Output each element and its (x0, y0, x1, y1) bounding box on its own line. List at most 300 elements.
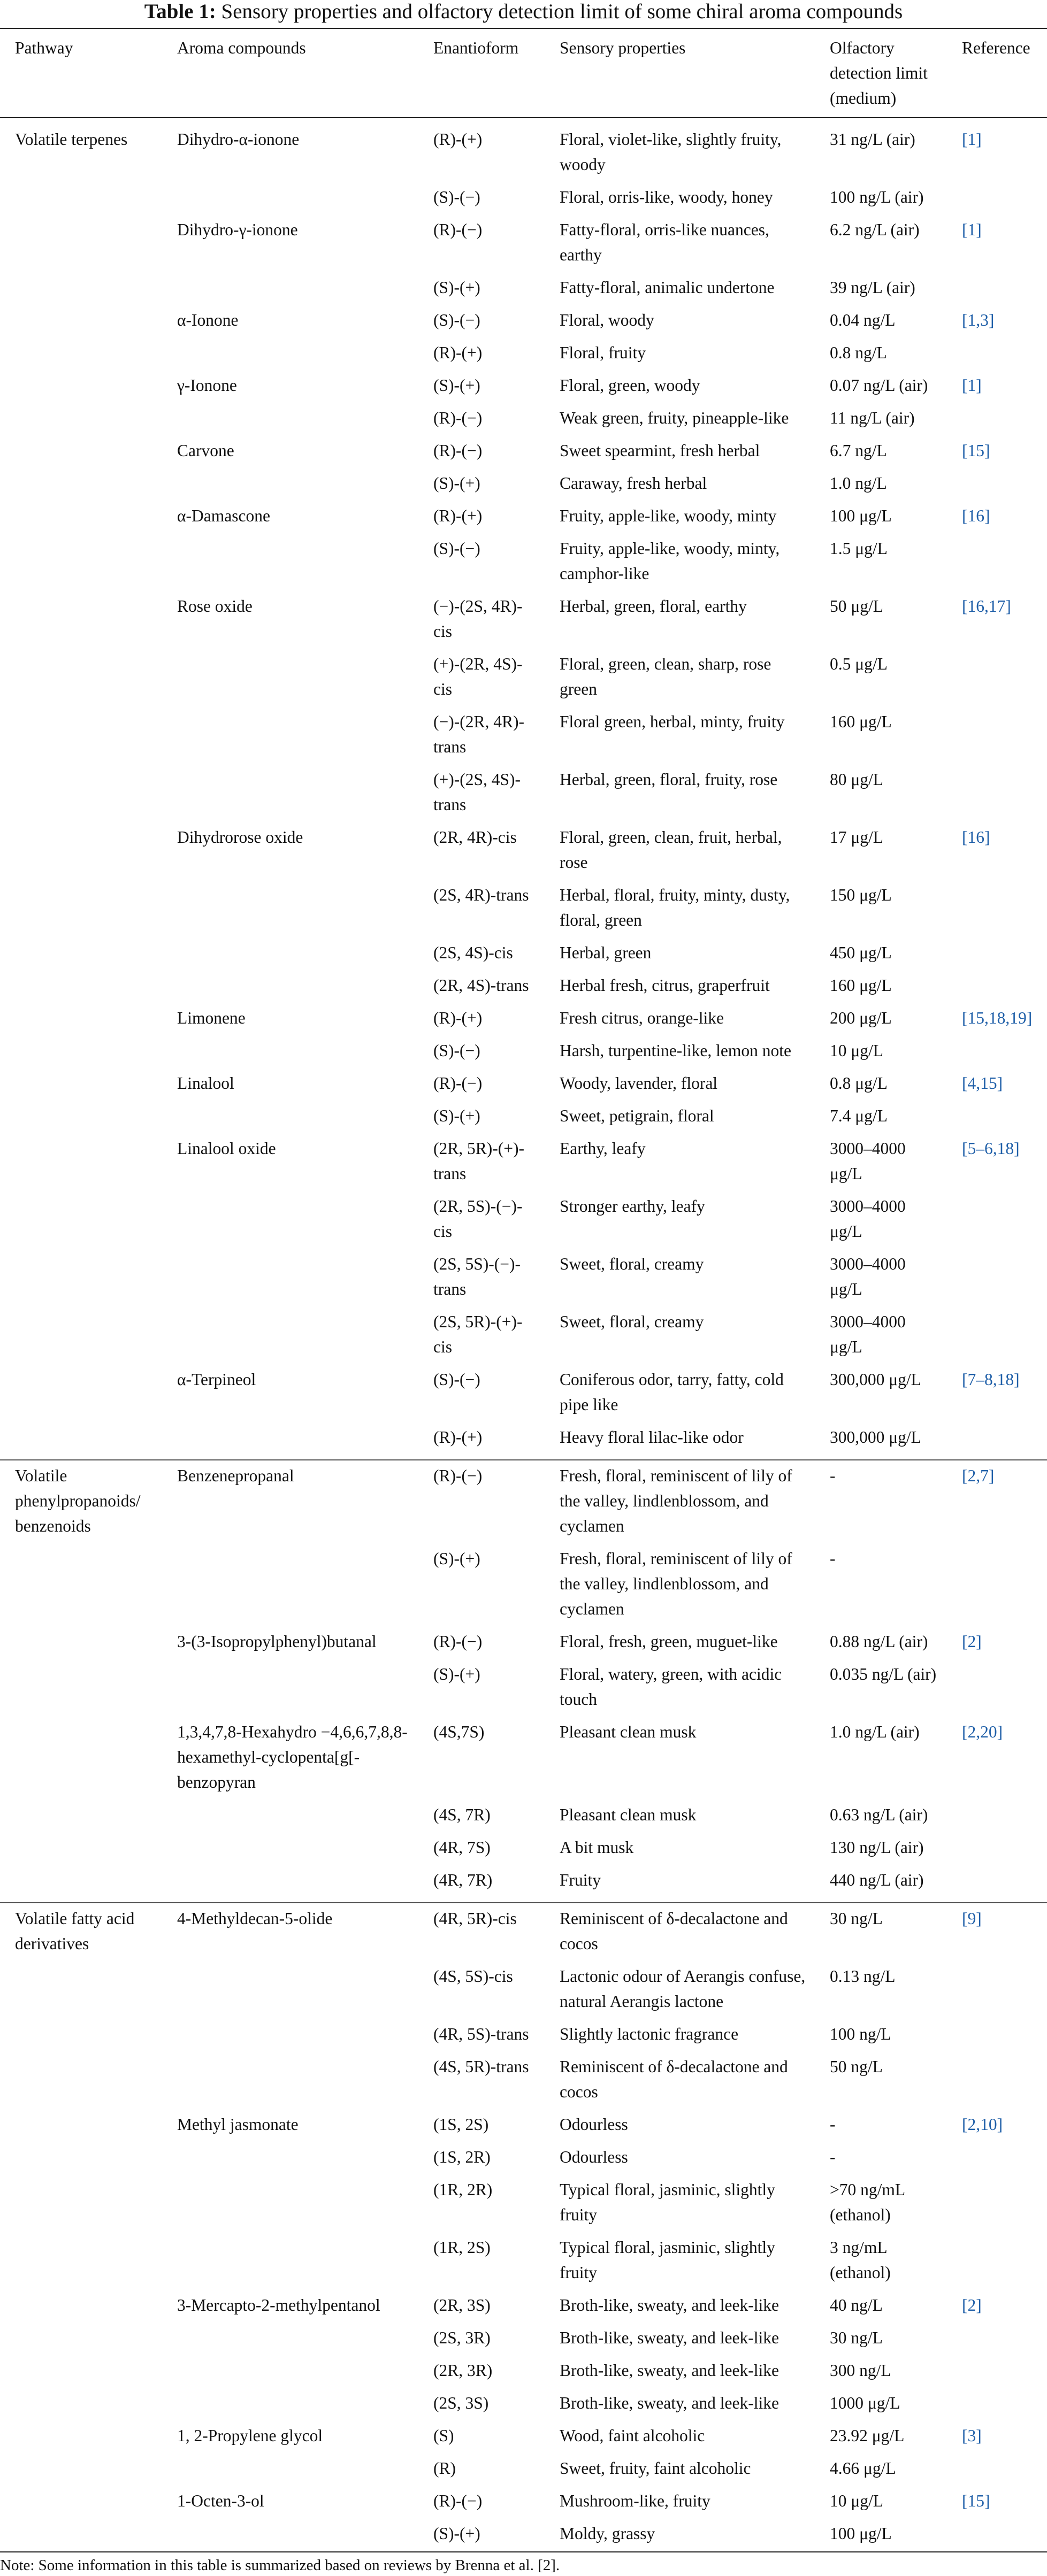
cell-pathway (0, 2355, 162, 2388)
cell-reference[interactable]: [1] (962, 130, 982, 149)
cell-compound (162, 1800, 418, 1832)
table-row (0, 118, 1047, 182)
cell-enantioform: (1R, 2S) (433, 2238, 491, 2257)
cell-pathway (0, 2486, 162, 2518)
cell-pathway (0, 2174, 162, 2232)
cell-compound (162, 970, 418, 1003)
cell-sensory: Broth-like, sweaty, and leek-like (560, 2394, 779, 2412)
header-limit: Olfactory detection limit (medium) (815, 28, 947, 118)
cell-compound (162, 1543, 418, 1626)
cell-reference (947, 1800, 1047, 1832)
cell-pathway (0, 2019, 162, 2051)
cell-compound: Rose oxide (177, 597, 253, 616)
cell-pathway (0, 2109, 162, 2142)
cell-reference (947, 2518, 1047, 2552)
cell-compound (162, 706, 418, 764)
table-row (0, 533, 1047, 591)
aroma-table (0, 28, 1047, 2552)
cell-enantioform: (2R, 5S)-(−)-cis (433, 1197, 523, 1241)
cell-pathway (0, 822, 162, 880)
table-row (0, 1543, 1047, 1626)
cell-sensory: Floral, green, woody (560, 376, 700, 395)
cell-compound (162, 1035, 418, 1068)
cell-sensory: Stronger earthy, leafy (560, 1197, 705, 1216)
cell-reference (947, 2323, 1047, 2355)
header-compound: Aroma compounds (162, 28, 418, 118)
cell-pathway (0, 970, 162, 1003)
table-row (0, 880, 1047, 937)
cell-sensory: Moldy, grassy (545, 2518, 815, 2552)
cell-detection-limit: 440 ng/L (air) (815, 1865, 947, 1903)
header-reference: Reference (947, 28, 1047, 118)
cell-enantioform: (R)-(+) (433, 1009, 483, 1027)
cell-reference (947, 970, 1047, 1003)
header-row (0, 28, 1047, 118)
cell-sensory: Sweet spearmint, fresh herbal (560, 441, 760, 460)
cell-pathway (0, 1626, 162, 1659)
cell-compound: 1,3,4,7,8-Hexahydro −4,6,6,7,8,8-hexamethyl-cyclopenta[g[-benzopyran (177, 1723, 408, 1791)
cell-enantioform: (R)-(−) (433, 1632, 483, 1651)
cell-enantioform: (4S, 5R)-trans (433, 2057, 529, 2076)
cell-reference (947, 1035, 1047, 1068)
cell-sensory: Floral green, herbal, minty, fruity (560, 712, 785, 731)
cell-detection-limit: 450 μg/L (830, 943, 892, 962)
cell-detection-limit: 30 ng/L (830, 1909, 883, 1928)
table-row (0, 337, 1047, 370)
table-row (0, 1659, 1047, 1717)
cell-sensory: Fresh, floral, reminiscent of lily of the valley, lindlenblossom, and cyclamen (560, 1549, 792, 1618)
cell-detection-limit: 300 ng/L (830, 2361, 891, 2380)
table-row (0, 182, 1047, 214)
cell-reference (947, 764, 1047, 822)
cell-reference[interactable]: [2,7] (962, 1466, 995, 1485)
cell-compound: 3-Mercapto-2-methylpentanol (177, 2296, 380, 2314)
cell-compound (162, 533, 418, 591)
cell-detection-limit: 3000–4000 μg/L (830, 1139, 906, 1183)
table-row (0, 1800, 1047, 1832)
cell-sensory: Sweet, floral, creamy (560, 1255, 704, 1273)
cell-compound: α-Terpineol (177, 1370, 256, 1389)
table-row (0, 2290, 1047, 2323)
cell-enantioform: (1R, 2R) (433, 2180, 493, 2199)
cell-pathway (0, 182, 162, 214)
cell-enantioform: (S)-(+) (433, 1106, 480, 1125)
table-row (0, 1364, 1047, 1422)
cell-pathway (0, 370, 162, 403)
table-row (0, 370, 1047, 403)
cell-compound: 3-(3-Isopropylphenyl)butanal (177, 1632, 377, 1651)
table-row (0, 1961, 1047, 2019)
cell-detection-limit: 1.0 ng/L (air) (830, 1723, 920, 1741)
cell-detection-limit: - (830, 1466, 836, 1485)
cell-compound (162, 1191, 418, 1249)
cell-sensory: Broth-like, sweaty, and leek-like (560, 2296, 779, 2314)
cell-pathway (0, 880, 162, 937)
cell-detection-limit: 6.7 ng/L (830, 441, 887, 460)
cell-detection-limit: 0.5 μg/L (830, 655, 888, 673)
cell-reference (947, 937, 1047, 970)
cell-sensory: Fruity, apple-like, woody, minty, camphor-like (560, 539, 780, 583)
cell-detection-limit: 160 μg/L (830, 712, 892, 731)
table-row (0, 272, 1047, 305)
cell-reference[interactable]: [16,17] (962, 597, 1011, 616)
cell-sensory: Lactonic odour of Aerangis confuse, natural Aerangis lactone (560, 1967, 806, 2011)
header-sensory: Sensory properties (545, 28, 815, 118)
cell-compound (162, 2518, 418, 2552)
cell-sensory: Fruity, apple-like, woody, minty (560, 506, 777, 525)
table-row (0, 2051, 1047, 2109)
cell-enantioform: (4R, 5R)-cis (433, 1909, 517, 1928)
cell-compound (162, 880, 418, 937)
cell-pathway (0, 1101, 162, 1133)
cell-pathway (0, 435, 162, 468)
cell-enantioform: (S)-(−) (433, 311, 480, 329)
cell-compound: Dihydrorose oxide (177, 828, 303, 847)
cell-enantioform: (R)-(−) (433, 1466, 483, 1485)
cell-reference[interactable]: [2] (962, 1632, 982, 1651)
cell-sensory: Earthy, leafy (560, 1139, 646, 1158)
cell-reference[interactable]: [7–8,18] (962, 1370, 1020, 1389)
caption-text: Sensory properties and olfactory detection limit of some chiral aroma compounds (216, 0, 903, 23)
table-row (0, 435, 1047, 468)
cell-reference[interactable]: [1] (962, 376, 982, 395)
cell-enantioform: (S)-(+) (433, 474, 480, 493)
cell-reference[interactable]: [15] (962, 441, 990, 460)
cell-compound: 4-Methyldecan-5-olide (177, 1909, 333, 1928)
cell-pathway: Volatile phenylpropanoids/ benzenoids (15, 1466, 141, 1535)
cell-pathway (0, 591, 162, 649)
cell-detection-limit: 100 μg/L (815, 2518, 947, 2552)
table-row (0, 1832, 1047, 1865)
cell-pathway (0, 337, 162, 370)
cell-detection-limit: 1.5 μg/L (830, 539, 888, 558)
cell-pathway (0, 533, 162, 591)
cell-compound: Limonene (177, 1009, 246, 1027)
table-row (0, 937, 1047, 970)
table-row (0, 1460, 1047, 1543)
cell-detection-limit: 150 μg/L (830, 886, 892, 904)
cell-detection-limit: 100 ng/L (830, 2025, 891, 2043)
cell-compound (162, 403, 418, 435)
cell-detection-limit: 4.66 μg/L (830, 2459, 896, 2478)
table-row (0, 1101, 1047, 1133)
cell-reference (947, 1961, 1047, 2019)
cell-pathway: Volatile fatty acid derivatives (15, 1909, 135, 1953)
cell-pathway (0, 2518, 162, 2552)
cell-pathway (0, 1003, 162, 1035)
cell-detection-limit: 10 μg/L (830, 1041, 884, 1060)
table-row (0, 1191, 1047, 1249)
table-caption (0, 0, 1047, 26)
cell-compound (162, 2453, 418, 2486)
cell-compound: 1-Octen-3-ol (177, 2492, 264, 2510)
table-row (0, 1717, 1047, 1800)
cell-enantioform: (R)-(+) (418, 1422, 545, 1460)
header-enantioform: Enantioform (418, 28, 545, 118)
cell-detection-limit: 80 μg/L (830, 770, 884, 789)
cell-pathway (0, 1035, 162, 1068)
cell-reference (947, 2453, 1047, 2486)
table-row (0, 2518, 1047, 2552)
cell-detection-limit: 0.8 μg/L (830, 1074, 888, 1093)
cell-reference (947, 1832, 1047, 1865)
cell-compound: Methyl jasmonate (177, 2115, 299, 2134)
table-row (0, 2109, 1047, 2142)
table-row (0, 591, 1047, 649)
cell-sensory: Mushroom-like, fruity (560, 2492, 710, 2510)
cell-pathway (0, 1364, 162, 1422)
cell-sensory: Weak green, fruity, pineapple-like (560, 409, 789, 427)
cell-compound (162, 2388, 418, 2420)
cell-pathway (0, 1422, 162, 1460)
cell-compound (162, 2142, 418, 2174)
cell-reference (947, 2174, 1047, 2232)
cell-reference (947, 1249, 1047, 1306)
cell-sensory: Fatty-floral, orris-like nuances, earthy (560, 220, 769, 264)
cell-detection-limit: >70 ng/mL (ethanol) (830, 2180, 905, 2224)
cell-enantioform: (R)-(−) (433, 1074, 483, 1093)
cell-detection-limit: 300,000 μg/L (830, 1370, 921, 1389)
table-row (0, 305, 1047, 337)
cell-reference[interactable]: [3] (962, 2426, 982, 2445)
cell-detection-limit: 3000–4000 μg/L (830, 1312, 906, 1356)
table-row (0, 2486, 1047, 2518)
table-row (0, 468, 1047, 501)
cell-reference[interactable]: [16] (962, 506, 990, 525)
cell-compound: γ-Ionone (177, 376, 237, 395)
cell-enantioform: (R)-(−) (433, 220, 483, 239)
cell-detection-limit: 0.04 ng/L (830, 311, 896, 329)
cell-sensory: Floral, watery, green, with acidic touch (560, 1665, 782, 1709)
table-row (0, 1422, 1047, 1460)
table-body (0, 118, 1047, 2552)
table-row (0, 2019, 1047, 2051)
cell-sensory: Pleasant clean musk (560, 1723, 697, 1741)
cell-detection-limit: 39 ng/L (air) (830, 278, 915, 297)
cell-compound (162, 1422, 418, 1460)
cell-enantioform: (R)-(+) (433, 343, 483, 362)
cell-enantioform: (2R, 4R)-cis (433, 828, 517, 847)
cell-reference (947, 272, 1047, 305)
cell-sensory: Floral, woody (560, 311, 654, 329)
cell-detection-limit: 6.2 ng/L (air) (830, 220, 920, 239)
cell-detection-limit: 1.0 ng/L (830, 474, 887, 493)
cell-enantioform: (S)-(−) (433, 1041, 480, 1060)
cell-pathway (0, 1865, 162, 1903)
cell-compound: α-Ionone (177, 311, 239, 329)
cell-pathway (0, 501, 162, 533)
cell-enantioform: (2S, 4S)-cis (433, 943, 513, 962)
cell-pathway: Volatile terpenes (15, 130, 128, 149)
cell-enantioform: (4S, 7R) (433, 1805, 491, 1824)
cell-enantioform: (R) (433, 2459, 456, 2478)
cell-pathway (0, 2232, 162, 2290)
cell-detection-limit: 130 ng/L (air) (830, 1838, 924, 1857)
cell-reference[interactable]: [15] (962, 2492, 990, 2510)
caption-label: Table 1: (144, 0, 216, 23)
cell-sensory: Herbal, green, floral, earthy (560, 597, 747, 616)
table-row (0, 1626, 1047, 1659)
cell-sensory: Herbal, floral, fruity, minty, dusty, floral, green (560, 886, 790, 929)
cell-compound (162, 1306, 418, 1364)
table-row (0, 1865, 1047, 1903)
cell-enantioform: (S)-(+) (433, 1665, 480, 1683)
cell-enantioform: (2S, 5R)-(+)-cis (433, 1312, 523, 1356)
cell-sensory: Floral, violet-like, slightly fruity, woody (560, 130, 782, 174)
cell-detection-limit: 23.92 μg/L (830, 2426, 905, 2445)
cell-reference[interactable]: [15,18,19] (962, 1009, 1033, 1027)
cell-compound: Benzenepropanal (177, 1466, 294, 1485)
cell-reference[interactable]: [4,15] (962, 1074, 1003, 1093)
cell-reference (947, 1101, 1047, 1133)
table-header (0, 28, 1047, 118)
cell-compound (162, 764, 418, 822)
cell-detection-limit: 11 ng/L (air) (830, 409, 915, 427)
cell-detection-limit: 17 μg/L (830, 828, 884, 847)
cell-reference[interactable]: [16] (962, 828, 990, 847)
cell-detection-limit: 0.13 ng/L (830, 1967, 896, 1986)
cell-reference (947, 1865, 1047, 1903)
cell-enantioform: (R)-(+) (433, 130, 483, 149)
cell-compound: Linalool (177, 1074, 234, 1093)
cell-pathway (0, 649, 162, 706)
cell-enantioform: (2S, 3R) (433, 2328, 491, 2347)
table-row (0, 1035, 1047, 1068)
cell-pathway (0, 1832, 162, 1865)
cell-sensory: Broth-like, sweaty, and leek-like (560, 2361, 779, 2380)
cell-pathway (0, 2142, 162, 2174)
cell-pathway (0, 2323, 162, 2355)
cell-compound (162, 1961, 418, 2019)
cell-compound (162, 649, 418, 706)
cell-detection-limit: 40 ng/L (830, 2296, 883, 2314)
table-row (0, 2174, 1047, 2232)
cell-pathway (0, 2388, 162, 2420)
cell-reference (947, 2355, 1047, 2388)
cell-reference (947, 1422, 1047, 1460)
cell-reference[interactable]: [9] (962, 1909, 982, 1928)
cell-enantioform: (S)-(+) (433, 376, 480, 395)
cell-reference (947, 2019, 1047, 2051)
cell-detection-limit: 0.63 ng/L (air) (830, 1805, 928, 1824)
table-row (0, 214, 1047, 272)
cell-pathway (0, 2051, 162, 2109)
cell-sensory: Slightly lactonic fragrance (560, 2025, 739, 2043)
cell-pathway (0, 468, 162, 501)
cell-sensory: Woody, lavender, floral (560, 1074, 718, 1093)
cell-enantioform: (−)-(2S, 4R)-cis (433, 597, 523, 641)
cell-compound (162, 2051, 418, 2109)
cell-sensory: Caraway, fresh herbal (560, 474, 707, 493)
cell-reference (947, 2142, 1047, 2174)
cell-enantioform: (R)-(+) (433, 506, 483, 525)
cell-sensory: Heavy floral lilac-like odor (545, 1422, 815, 1460)
table-row (0, 2453, 1047, 2486)
cell-pathway (0, 1306, 162, 1364)
cell-compound (162, 2323, 418, 2355)
cell-enantioform: (4S,7S) (433, 1723, 485, 1741)
table-row (0, 2355, 1047, 2388)
cell-compound: Dihydro-α-ionone (177, 130, 300, 149)
cell-sensory: Herbal, green (560, 943, 652, 962)
table-row (0, 1306, 1047, 1364)
cell-sensory: Broth-like, sweaty, and leek-like (560, 2328, 779, 2347)
cell-enantioform: (S) (433, 2426, 454, 2445)
cell-pathway (0, 1659, 162, 1717)
cell-sensory: Odourless (560, 2148, 628, 2166)
cell-pathway (0, 2453, 162, 2486)
cell-reference (947, 403, 1047, 435)
table-row (0, 822, 1047, 880)
table-row (0, 501, 1047, 533)
cell-pathway (0, 2420, 162, 2453)
cell-enantioform: (2R, 4S)-trans (433, 976, 529, 995)
cell-detection-limit: 100 ng/L (air) (830, 188, 924, 206)
cell-detection-limit: 10 μg/L (830, 2492, 884, 2510)
cell-pathway (0, 764, 162, 822)
note-text: Note: Some information in this table is summarized based on reviews by Brenna et al. [2]. (0, 2557, 560, 2574)
cell-enantioform: (2S, 3S) (433, 2394, 489, 2412)
cell-reference[interactable]: [1,3] (962, 311, 995, 329)
cell-reference[interactable]: [2,10] (962, 2115, 1003, 2134)
cell-reference (947, 1191, 1047, 1249)
cell-reference[interactable]: [5–6,18] (962, 1139, 1020, 1158)
cell-detection-limit: 7.4 μg/L (830, 1106, 888, 1125)
table-note (0, 2552, 1047, 2576)
cell-detection-limit: - (830, 2148, 836, 2166)
cell-pathway (0, 1191, 162, 1249)
cell-reference (947, 468, 1047, 501)
cell-detection-limit: 3000–4000 μg/L (830, 1197, 906, 1241)
cell-detection-limit: 50 μg/L (830, 597, 884, 616)
table-row (0, 1903, 1047, 1961)
cell-detection-limit: 1000 μg/L (830, 2394, 900, 2412)
cell-compound: 1, 2-Propylene glycol (177, 2426, 323, 2445)
cell-enantioform: (+)-(2S, 4S)-trans (433, 770, 521, 814)
cell-enantioform: (R)-(−) (433, 441, 483, 460)
cell-reference[interactable]: [1] (962, 220, 982, 239)
cell-sensory: Fruity (545, 1865, 815, 1903)
cell-enantioform: (1S, 2R) (433, 2148, 491, 2166)
table-row (0, 1133, 1047, 1191)
cell-compound (162, 1659, 418, 1717)
cell-reference (947, 1659, 1047, 1717)
cell-reference[interactable]: [2,20] (962, 1723, 1003, 1741)
cell-sensory: Typical floral, jasminic, slightly fruity (560, 2238, 775, 2282)
cell-enantioform: (R)-(−) (433, 2492, 483, 2510)
cell-compound (162, 2174, 418, 2232)
cell-enantioform: (S)-(+) (433, 1549, 480, 1568)
cell-sensory: Coniferous odor, tarry, fatty, cold pipe like (560, 1370, 784, 1414)
cell-detection-limit: 3000–4000 μg/L (830, 1255, 906, 1298)
cell-compound: Linalool oxide (177, 1139, 276, 1158)
cell-reference (947, 337, 1047, 370)
cell-compound: Dihydro-γ-ionone (177, 220, 298, 239)
cell-enantioform: (1S, 2S) (433, 2115, 489, 2134)
cell-sensory: Reminiscent of δ-decalactone and cocos (560, 2057, 788, 2101)
cell-reference[interactable]: [2] (962, 2296, 982, 2314)
cell-pathway (0, 1800, 162, 1832)
header-pathway: Pathway (0, 28, 162, 118)
cell-enantioform: (2R, 3S) (433, 2296, 491, 2314)
cell-enantioform: (+)-(2R, 4S)-cis (433, 655, 523, 698)
cell-detection-limit: 0.8 ng/L (830, 343, 887, 362)
cell-pathway (0, 937, 162, 970)
cell-sensory: Floral, fruity (560, 343, 646, 362)
cell-detection-limit: - (830, 2115, 836, 2134)
cell-detection-limit: 100 μg/L (830, 506, 892, 525)
cell-sensory: Wood, faint alcoholic (560, 2426, 705, 2445)
